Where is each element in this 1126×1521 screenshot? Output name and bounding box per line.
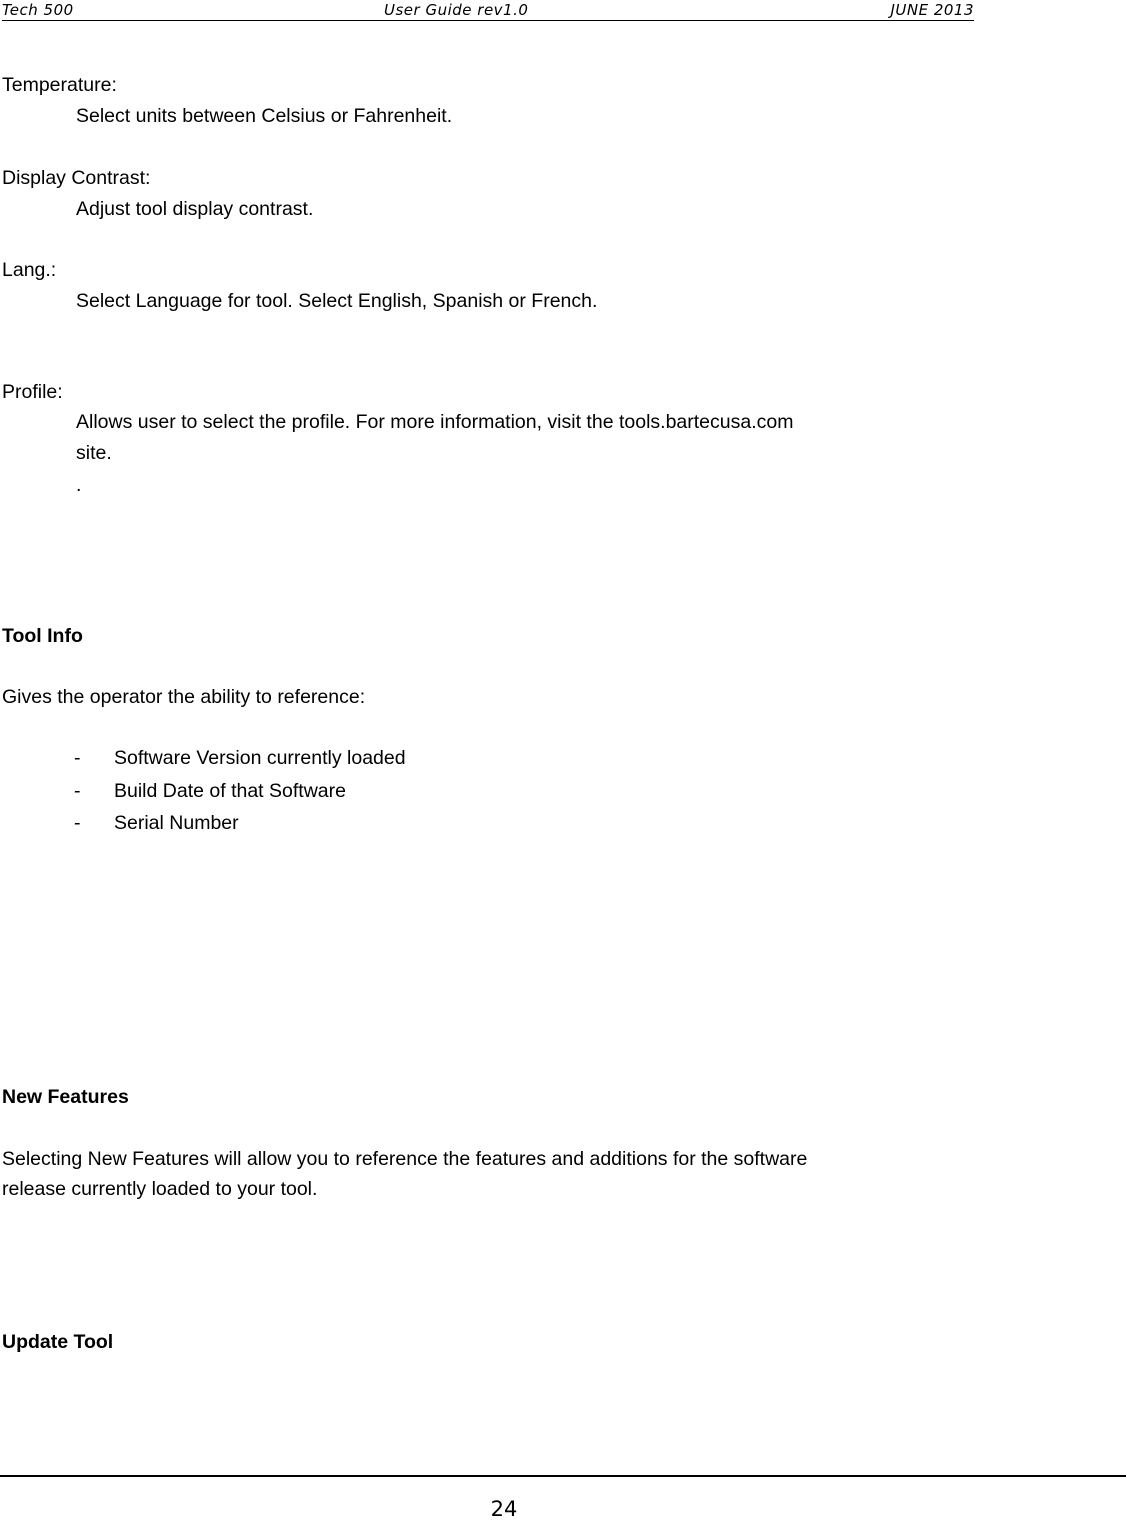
display-contrast-description: Adjust tool display contrast.	[76, 198, 314, 220]
temperature-label: Temperature:	[2, 74, 117, 96]
profile-description-line2: site.	[76, 442, 112, 464]
language-description: Select Language for tool. Select English, Spanish or French.	[76, 290, 598, 312]
language-label: Lang.:	[2, 259, 57, 281]
new-features-heading: New Features	[2, 1086, 129, 1108]
temperature-description: Select units between Celsius or Fahrenheit.	[76, 105, 453, 127]
bullet-dash: -	[74, 812, 81, 834]
profile-description-line3: .	[76, 474, 82, 496]
footer-divider	[0, 1475, 1126, 1477]
profile-label: Profile:	[2, 381, 63, 403]
list-item-text: Software Version currently loaded	[114, 747, 406, 769]
tool-info-heading: Tool Info	[2, 625, 83, 647]
bullet-dash: -	[74, 747, 81, 769]
header-guide-title: User Guide rev1.0	[384, 1, 529, 19]
profile-description-line1: Allows user to select the profile. For more information, visit the tools.bartecusa.com	[76, 411, 794, 433]
header-date: JUNE 2013	[890, 1, 974, 19]
page-number: 24	[490, 1497, 518, 1521]
list-item-text: Serial Number	[114, 812, 239, 834]
header-doc-name: Tech 500	[2, 1, 74, 19]
new-features-description-line2: release currently loaded to your tool.	[2, 1178, 318, 1200]
tool-info-intro: Gives the operator the ability to reference:	[2, 686, 366, 708]
new-features-description-line1: Selecting New Features will allow you to reference the features and additions for the software	[2, 1148, 808, 1170]
list-item-text: Build Date of that Software	[114, 780, 346, 802]
display-contrast-label: Display Contrast:	[2, 167, 151, 189]
bullet-dash: -	[74, 780, 81, 802]
page-header	[2, 0, 974, 22]
header-divider	[2, 20, 974, 21]
update-tool-heading: Update Tool	[2, 1331, 114, 1353]
